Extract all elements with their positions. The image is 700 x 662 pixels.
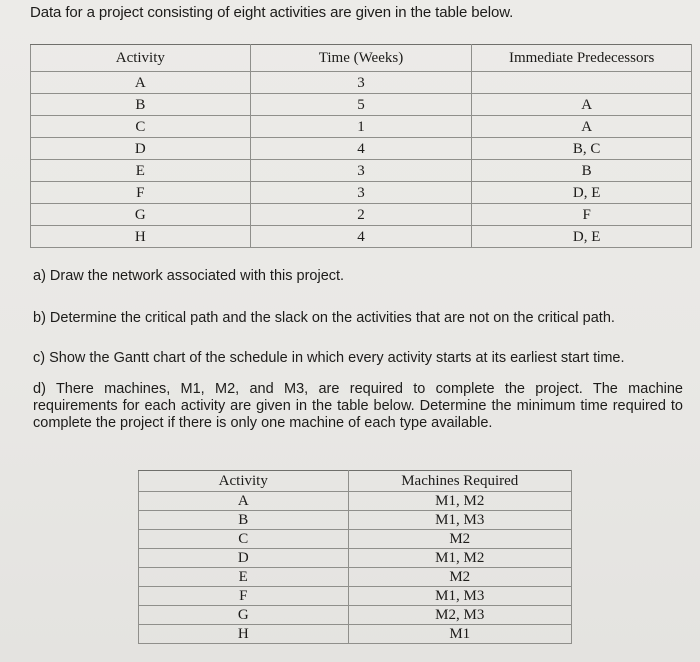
time-cell: 1 [250, 116, 472, 138]
activity-cell: G [139, 606, 349, 625]
activity-cell: F [139, 587, 349, 606]
activity-cell: B [31, 94, 251, 116]
predecessor-cell: B, C [472, 138, 692, 160]
time-cell: 3 [250, 72, 472, 94]
header-activity: Activity [31, 45, 251, 72]
activity-cell: A [139, 492, 349, 511]
table-row [31, 116, 692, 138]
activity-cell: D [31, 138, 251, 160]
time-cell: 2 [250, 204, 472, 226]
machines-cell: M2 [348, 568, 572, 587]
activity-time-table [30, 44, 692, 248]
machines-cell: M2 [348, 530, 572, 549]
activity-cell: E [139, 568, 349, 587]
question-d: d) There machines, M1, M2, and M3, are required to complete the project. The machine requirements for each activity are given in the table below. Determine the minimum time required to complete the project if there is only one machine of each type available. [33, 381, 683, 431]
machines-cell: M1, M2 [348, 492, 572, 511]
table-header-row [31, 45, 692, 72]
time-cell: 4 [250, 226, 472, 248]
predecessor-cell: A [472, 116, 692, 138]
activity-cell: C [139, 530, 349, 549]
time-cell: 4 [250, 138, 472, 160]
machines-cell: M1, M3 [348, 511, 572, 530]
machine-requirements-table [138, 470, 572, 644]
table-row [139, 587, 572, 606]
machines-cell: M1 [348, 625, 572, 644]
activity-cell: G [31, 204, 251, 226]
machines-cell: M2, M3 [348, 606, 572, 625]
header-activity: Activity [139, 471, 349, 492]
table-row [139, 625, 572, 644]
predecessor-cell: D, E [472, 182, 692, 204]
activity-cell: E [31, 160, 251, 182]
table-row [31, 72, 692, 94]
predecessor-cell [472, 72, 692, 94]
table-row [139, 492, 572, 511]
activity-cell: F [31, 182, 251, 204]
predecessor-cell: A [472, 94, 692, 116]
header-machines: Machines Required [348, 471, 572, 492]
header-predecessors: Immediate Predecessors [472, 45, 692, 72]
table-row [31, 204, 692, 226]
table-row [139, 606, 572, 625]
header-time: Time (Weeks) [250, 45, 472, 72]
question-c: c) Show the Gantt chart of the schedule in which every activity starts at its earliest start time. [33, 350, 625, 366]
predecessor-cell: F [472, 204, 692, 226]
activity-cell: B [139, 511, 349, 530]
table-row [31, 138, 692, 160]
table-row [139, 568, 572, 587]
table-row [31, 182, 692, 204]
table-row [31, 160, 692, 182]
activity-cell: H [139, 625, 349, 644]
intro-text: Data for a project consisting of eight activities are given in the table below. [30, 4, 514, 21]
table-row [31, 94, 692, 116]
table-row [31, 226, 692, 248]
activity-cell: D [139, 549, 349, 568]
activity-cell: H [31, 226, 251, 248]
table-row [139, 549, 572, 568]
question-a: a) Draw the network associated with this project. [33, 268, 345, 284]
machines-cell: M1, M2 [348, 549, 572, 568]
activity-cell: C [31, 116, 251, 138]
time-cell: 3 [250, 182, 472, 204]
question-b: b) Determine the critical path and the slack on the activities that are not on the critical path. [33, 310, 615, 326]
activity-cell: A [31, 72, 251, 94]
time-cell: 5 [250, 94, 472, 116]
table-header-row [139, 471, 572, 492]
time-cell: 3 [250, 160, 472, 182]
predecessor-cell: B [472, 160, 692, 182]
machines-cell: M1, M3 [348, 587, 572, 606]
table-row [139, 530, 572, 549]
predecessor-cell: D, E [472, 226, 692, 248]
table-row [139, 511, 572, 530]
